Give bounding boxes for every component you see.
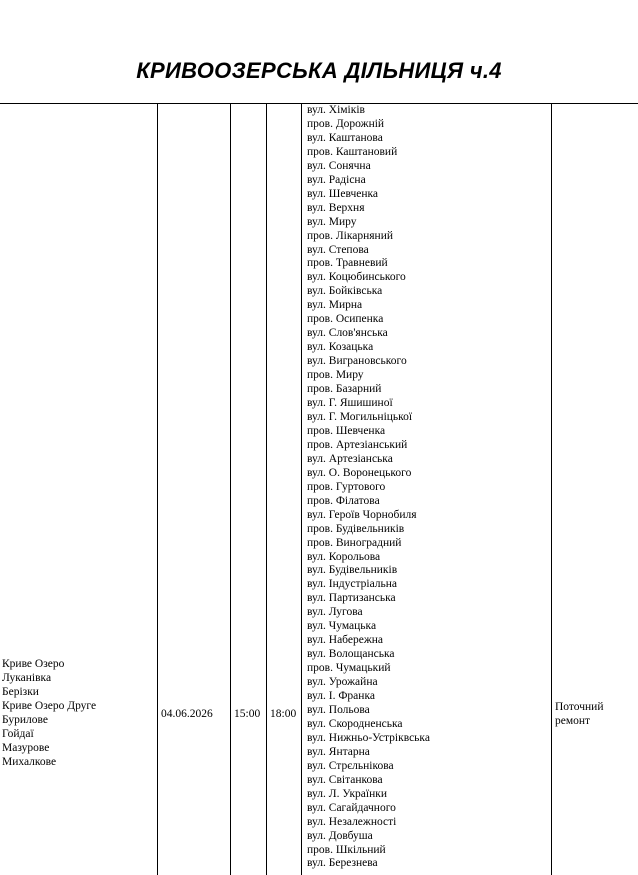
street-name: вул. Героїв Чорнобиля	[307, 508, 417, 521]
street-name: вул. Сагайдачного	[307, 801, 396, 814]
street-name: вул. Довбуша	[307, 829, 373, 842]
street-name: вул. Партизанська	[307, 592, 396, 605]
street-name: пров. Осипенка	[307, 313, 384, 326]
street-name: вул. Сонячна	[307, 159, 371, 172]
settlement-name: Мазурове	[2, 742, 50, 754]
street-name: вул. Лугова	[307, 606, 363, 619]
settlement-name: Криве Озеро Друге	[2, 700, 97, 712]
settlement-name: Криве Озеро	[2, 658, 65, 670]
street-name: вул. Бойківська	[307, 285, 383, 298]
street-name: пров. Лікарняний	[307, 229, 394, 242]
street-name: вул. Артезіанська	[307, 452, 393, 465]
work-type-cell	[555, 700, 603, 728]
work-type-text: ремонт	[555, 715, 591, 727]
street-name: вул. Коцюбинського	[307, 271, 406, 284]
time-end-cell: 18:00	[270, 708, 297, 720]
street-name: пров. Дорожній	[307, 117, 385, 130]
street-name: пров. Миру	[307, 369, 364, 382]
work-type-text: Поточний	[555, 701, 604, 713]
street-name: пров. Травневий	[307, 257, 388, 270]
street-name: вул. Будівельників	[307, 564, 398, 577]
street-name: пров. Базарний	[307, 383, 382, 396]
street-name: вул. Світанкова	[307, 773, 383, 786]
column-divider	[157, 104, 158, 875]
page-title: КРИВООЗЕРСЬКА ДІЛЬНИЦЯ ч.4	[136, 58, 502, 83]
street-name: вул. Миру	[307, 215, 357, 228]
settlement-name: Берізки	[2, 686, 39, 698]
settlement-name: Михалкове	[2, 756, 57, 768]
street-name: вул. Козацька	[307, 341, 374, 354]
settlements-cell	[2, 657, 96, 769]
street-name: пров. Гуртового	[307, 480, 386, 493]
street-name: вул. Волощанська	[307, 648, 395, 661]
street-name: вул. І. Франка	[307, 690, 375, 703]
street-name: пров. Філатова	[307, 494, 380, 507]
street-name: вул. Шевченка	[307, 187, 379, 200]
column-divider	[230, 104, 231, 875]
street-name: вул. Скородненська	[307, 717, 403, 730]
settlement-name: Луканівка	[2, 672, 52, 684]
streets-cell	[307, 104, 430, 871]
street-name: вул. О. Воронецького	[307, 466, 412, 479]
time-start-cell: 15:00	[234, 708, 261, 720]
street-name: вул. Індустріальна	[307, 578, 398, 591]
street-name: вул. Радісна	[307, 173, 366, 186]
column-divider	[551, 104, 552, 875]
street-name: пров. Чумацький	[307, 662, 391, 675]
street-name: вул. Мирна	[307, 299, 363, 312]
street-name: вул. Хіміків	[307, 104, 365, 116]
street-name: вул. Г. Яшишиної	[307, 397, 393, 410]
outage-table	[0, 103, 638, 875]
street-name: вул. Незалежності	[307, 815, 397, 828]
street-name: вул. Урожайна	[307, 676, 378, 689]
street-name: вул. Л. Українки	[307, 787, 387, 800]
street-name: пров. Будівельників	[307, 522, 405, 535]
street-name: вул. Виграновського	[307, 355, 407, 368]
column-divider	[301, 104, 302, 875]
street-name: пров. Шевченка	[307, 424, 386, 437]
street-name: пров. Виноградний	[307, 536, 402, 549]
street-name: вул. Нижньо-Устріквська	[307, 731, 430, 744]
settlement-name: Гойдаї	[2, 728, 34, 740]
street-name: пров. Шкільний	[307, 843, 386, 856]
street-name: вул. Каштанова	[307, 131, 383, 144]
street-name: вул. Янтарна	[307, 745, 370, 758]
street-name: пров. Артезіанський	[307, 438, 408, 451]
street-name: вул. Корольова	[307, 550, 381, 563]
street-name: вул. Верхня	[307, 201, 365, 214]
street-name: вул. Стрєльнікова	[307, 759, 394, 772]
street-name: вул. Чумацька	[307, 620, 377, 633]
street-name: вул. Набережна	[307, 634, 384, 647]
settlement-name: Бурилове	[2, 714, 48, 726]
street-name: вул. Березнева	[307, 857, 378, 870]
street-name: вул. Слов'янська	[307, 327, 388, 340]
date-cell: 04.06.2026	[161, 708, 213, 720]
street-name: пров. Каштановий	[307, 145, 398, 158]
street-name: вул. Польова	[307, 703, 370, 716]
column-divider	[266, 104, 267, 875]
street-name: вул. Степова	[307, 243, 369, 256]
street-name: вул. Г. Могильніцької	[307, 410, 413, 423]
